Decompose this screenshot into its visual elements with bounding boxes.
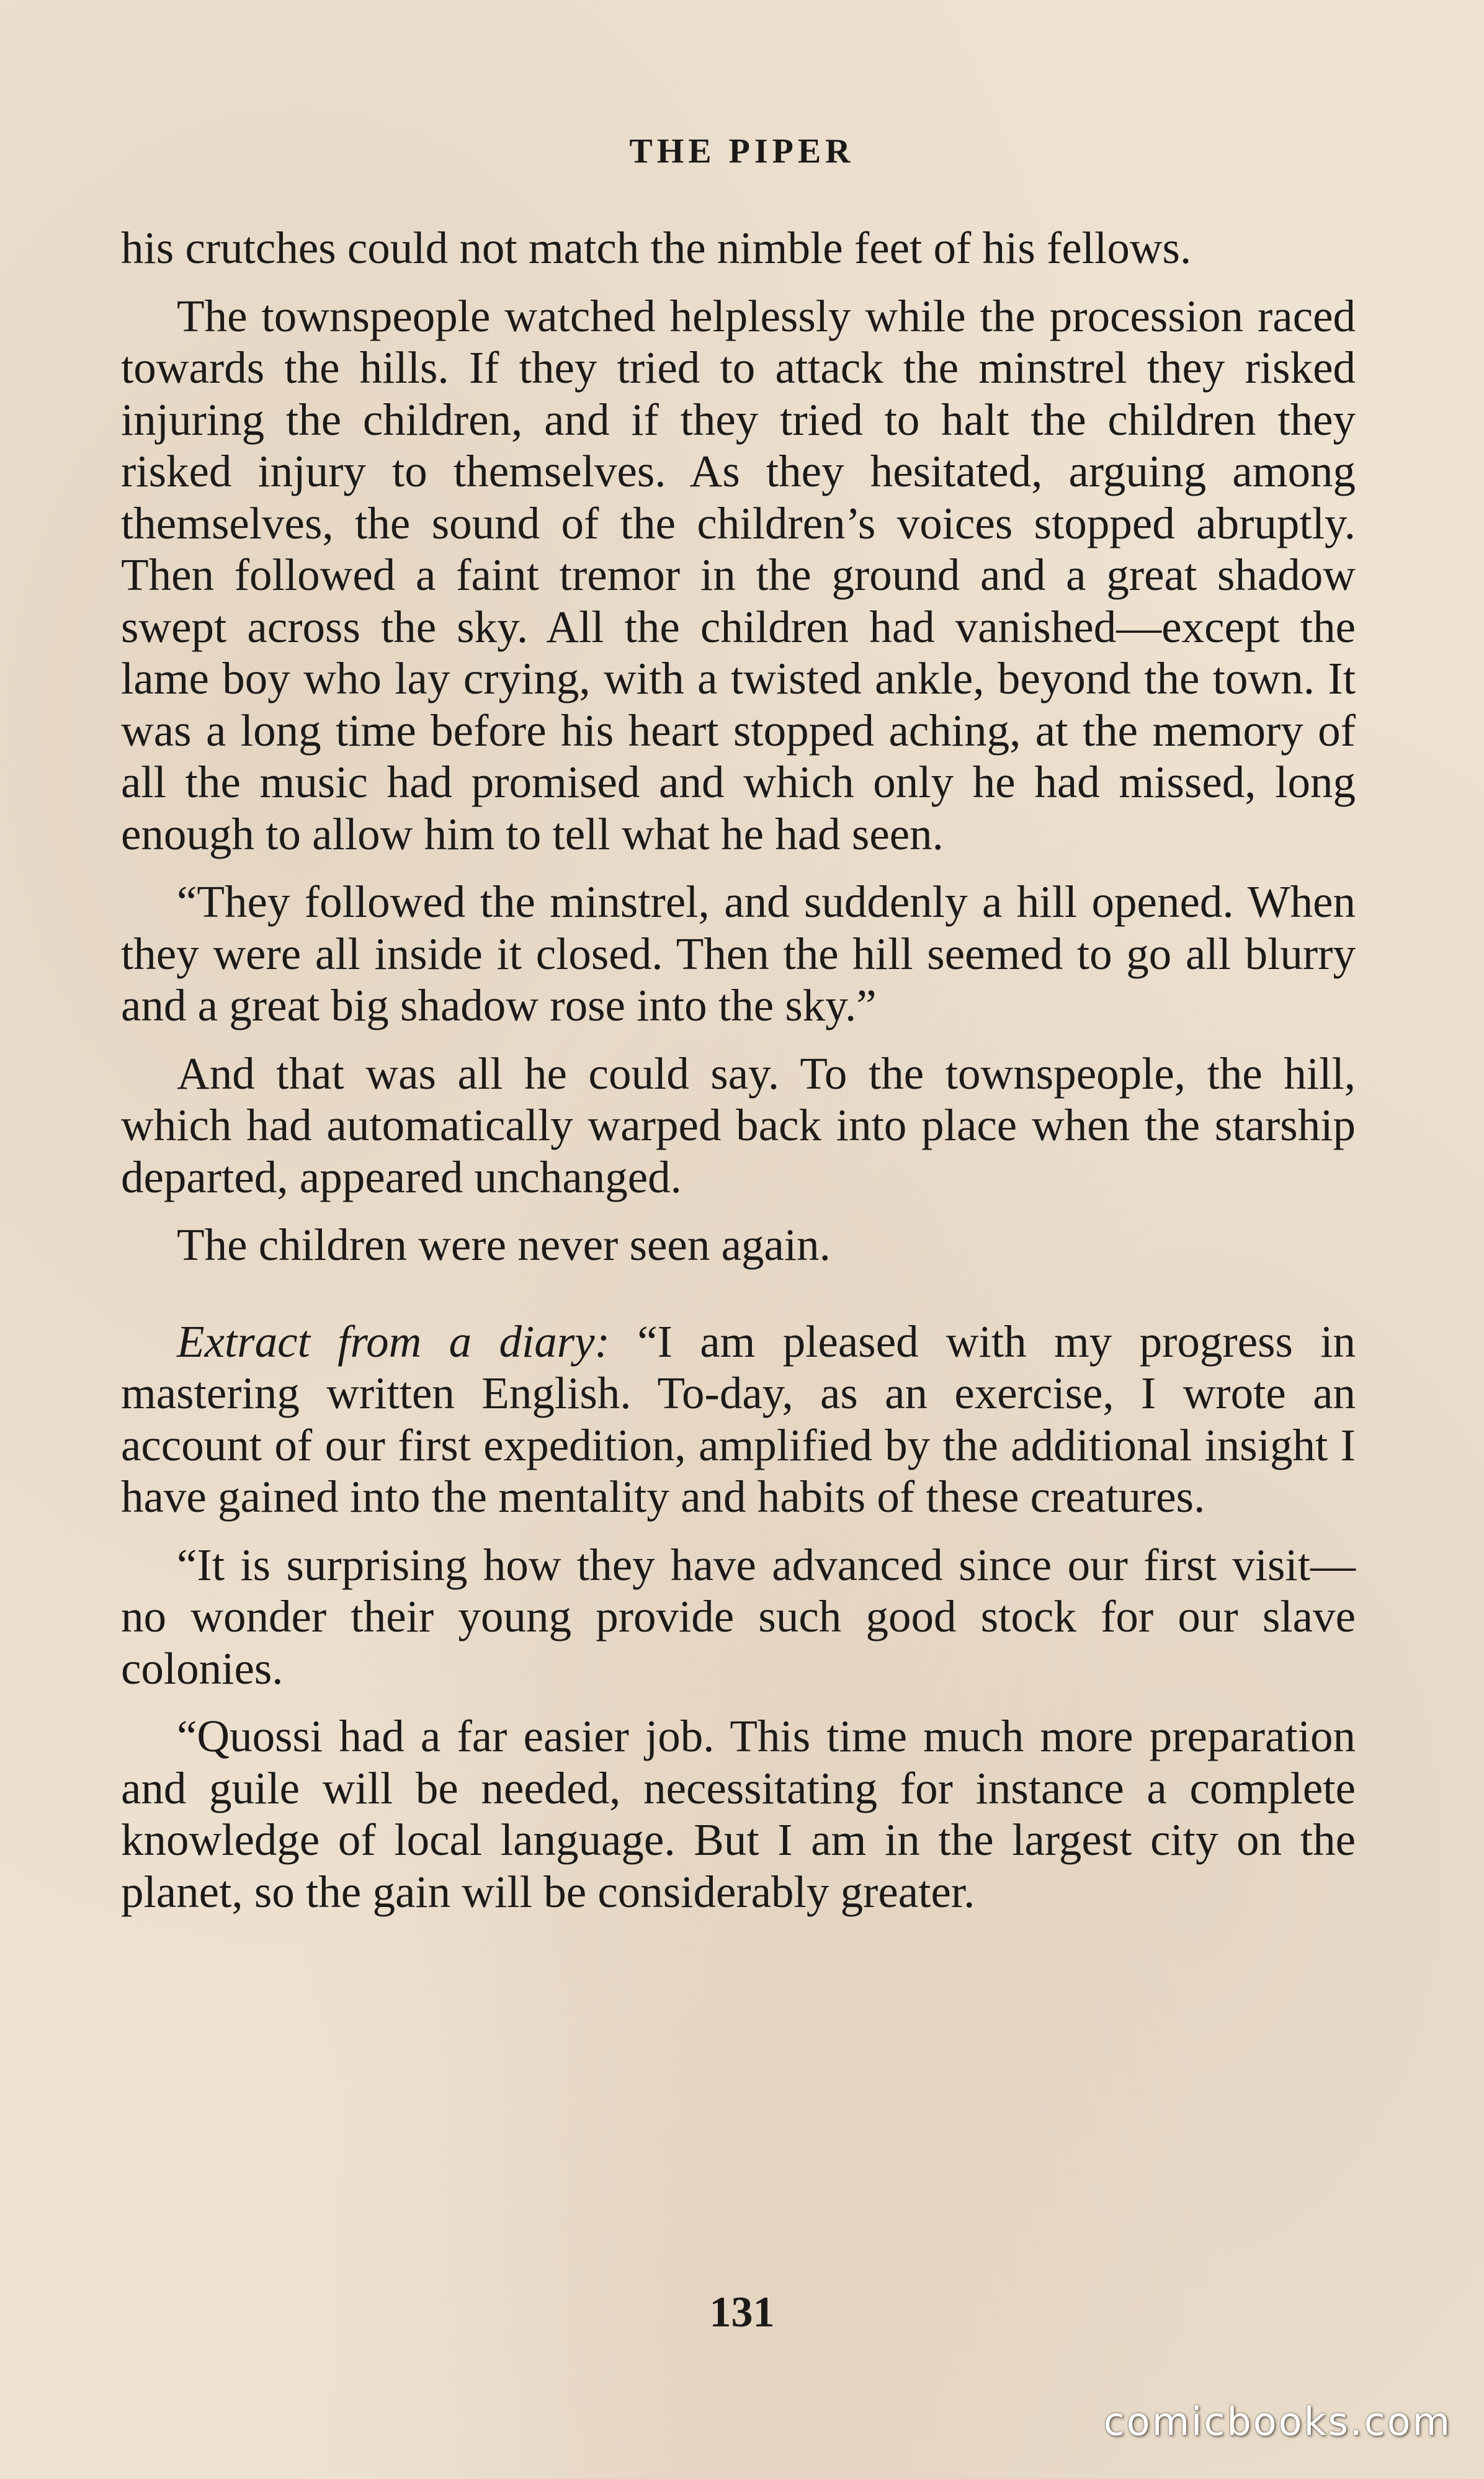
paragraph: The townspeople watched helplessly while the procession raced towards the hills. If they tried to attack the minstrel they risked injuring the children, and if they tried to halt the children they risked injury to themselves. As they hesitated, arguing among themselves, the sound of the children’s voices stopped abruptly. Then followed a faint tremor in the ground and a great shadow swept across the sky. All the children had vanished—except the lame boy who lay crying, with a twisted ankle, beyond the town. It was a long time before his heart stopped aching, at the memory of all the music had promised and which only he had missed, long enough to allow him to tell what he had seen. <box>121 290 1356 859</box>
running-head: THE PIPER <box>629 132 855 171</box>
paragraph: The children were never seen again. <box>177 1220 831 1270</box>
paragraph: his crutches could not match the nimble feet of his fellows. <box>121 223 1192 273</box>
diary-text: “I am pleased with my progress in mastering written English. To-day, as an exercise, I wrote an account of our first expedition, amplified by the additional insight I have gained into the mentality and habits of these creatures. <box>121 1316 1356 1522</box>
diary-paragraph <box>121 1316 1356 1523</box>
page-number: 131 <box>709 2289 775 2336</box>
paragraph: “They followed the minstrel, and suddenly a hill opened. When they were all inside it closed. Then the hill seemed to go all blurry and a great big shadow rose into the sky.” <box>121 877 1356 1030</box>
diary-lead-in: Extract from a diary: <box>177 1316 610 1367</box>
site-watermark: comicbooks.com <box>1103 2399 1452 2444</box>
paragraph: “Quossi had a far easier job. This time much more preparation and guile will be needed, necessitating for instance a complete knowledge of local language. But I am in the largest city on the planet, so the gain will be considerably greater. <box>121 1711 1356 1917</box>
body-text <box>121 222 1356 1934</box>
paragraph: “It is surprising how they have advanced since our first visit—no wonder their young provide such good stock for our slave colonies. <box>121 1539 1356 1694</box>
paragraph: And that was all he could say. To the townspeople, the hill, which had automatically warped back into place when the starship departed, appeared unchanged. <box>121 1048 1356 1202</box>
